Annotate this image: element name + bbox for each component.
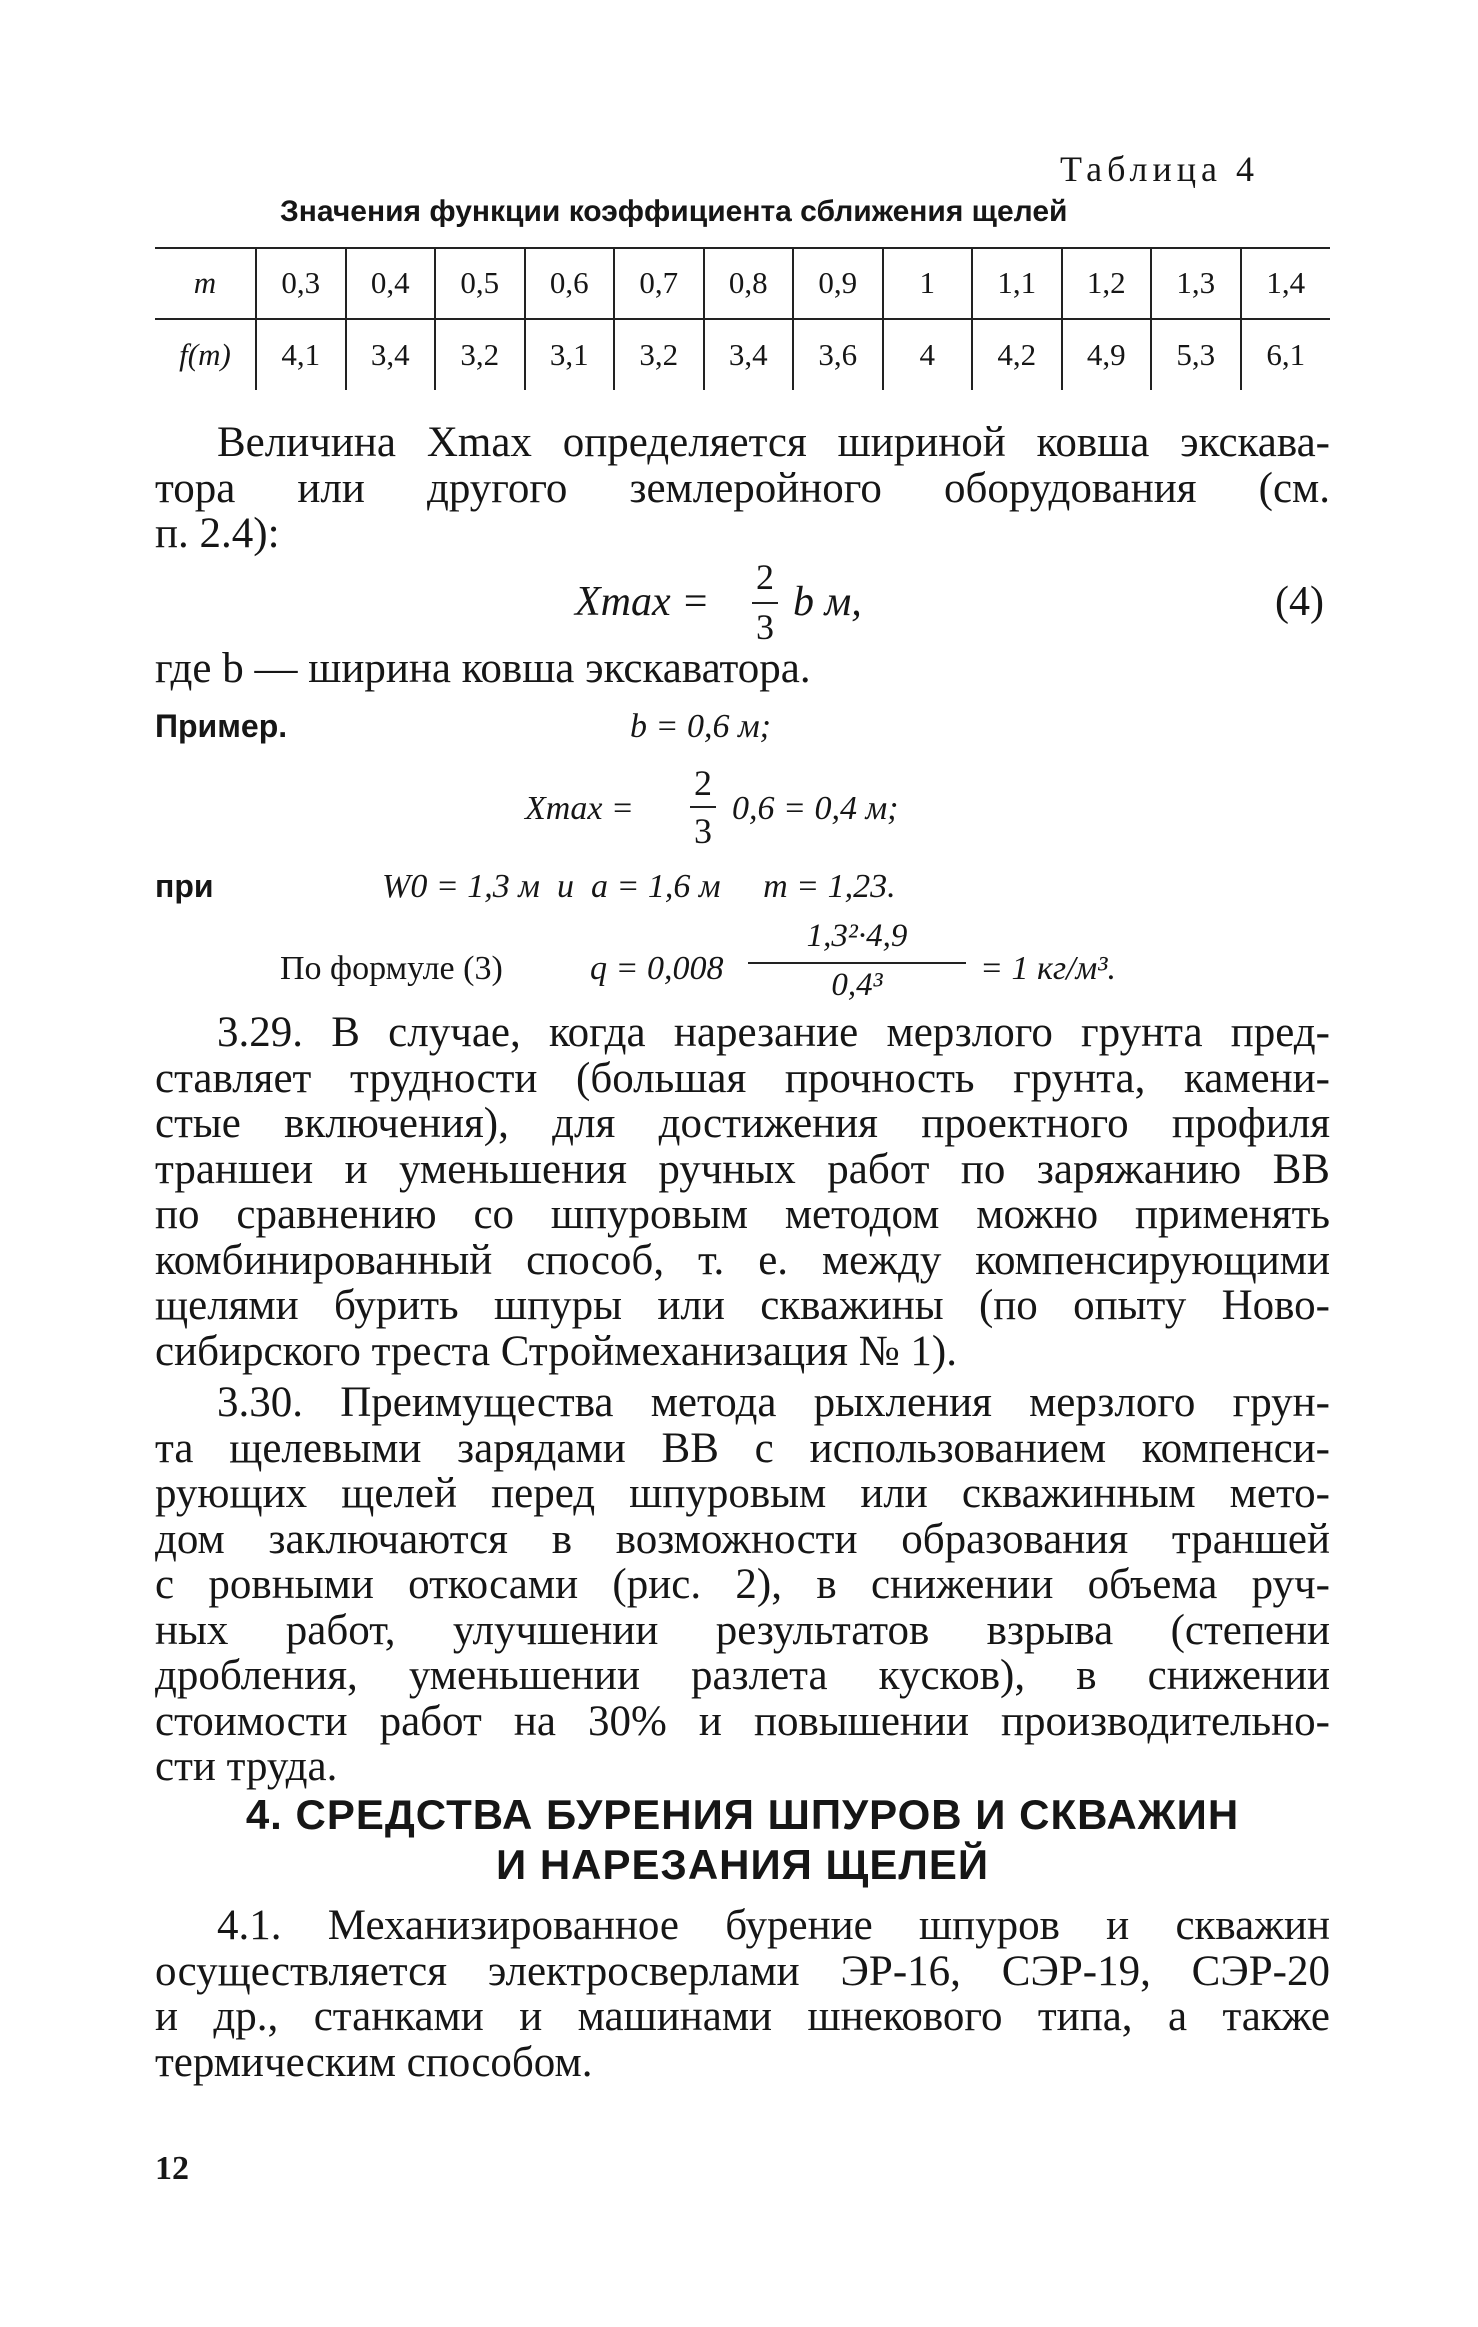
text-line: термическим способом. xyxy=(155,2038,593,2086)
table-cell: 3,2 xyxy=(435,319,525,390)
table-cell: 4,9 xyxy=(1062,319,1152,390)
formula-q-fraction-line xyxy=(748,962,966,964)
table-cell: 3,2 xyxy=(614,319,704,390)
paragraph-xmax xyxy=(155,420,1330,557)
table-title: Значения функции коэффициента сближения щелей xyxy=(280,195,1068,228)
text-line: щелями бурить шпуры или скважины (по опыту Ново- xyxy=(155,1282,1330,1329)
table-cell: 3,4 xyxy=(346,319,436,390)
example-xmax-rhs: 0,6 = 0,4 м; xyxy=(732,790,899,827)
example-xmax-numerator: 2 xyxy=(694,763,712,803)
formula-4-fraction-line xyxy=(752,602,778,604)
table-cell: 1,2 xyxy=(1062,248,1152,319)
table-cell: 1,3 xyxy=(1151,248,1241,319)
table-cell: 0,6 xyxy=(525,248,615,319)
table-cell: 1,1 xyxy=(972,248,1062,319)
table-cell: 4,2 xyxy=(972,319,1062,390)
coefficient-table xyxy=(155,248,1330,390)
formula-q-rhs: = 1 кг/м³. xyxy=(980,950,1116,987)
table-cell: 1 xyxy=(883,248,973,319)
text-line: с ровными откосами (рис. 2), в снижении объема руч- xyxy=(155,1561,1330,1608)
text-line: и др., станками и машинами шнекового типа, а также xyxy=(155,1993,1330,2040)
example-xmax-lhs: Xmax = xyxy=(525,790,634,827)
where-line: где b — ширина ковша экскаватора. xyxy=(155,645,811,692)
text-line: дом заключаются в возможности образования траншей xyxy=(155,1515,1330,1563)
formula-4-denominator: 3 xyxy=(756,607,774,647)
section-heading-line: И НАРЕЗАНИЯ ЩЕЛЕЙ xyxy=(495,1841,990,1888)
text-line: стоимости работ на 30% и повышении производительно- xyxy=(155,1697,1330,1745)
row-header-fm: f(m) xyxy=(179,337,231,372)
paragraph-3-30 xyxy=(155,1380,1330,1790)
formula-q-numerator: 1,3²·4,9 xyxy=(806,918,908,954)
text-line: стые включения), для достижения проектного профиля xyxy=(155,1100,1330,1147)
table-cell: 3,6 xyxy=(793,319,883,390)
example-xmax-fraction-line xyxy=(690,806,716,808)
table-cell: 3,4 xyxy=(704,319,794,390)
text-line: ных работ, улучшении результатов взрыва (степени xyxy=(155,1606,1330,1654)
pri-label: при xyxy=(155,868,214,904)
table-row xyxy=(155,248,1330,319)
text-line: ставляет трудности (большая прочность грунта, камени- xyxy=(155,1054,1330,1102)
text-line: 3.30. Преимущества метода рыхления мерзлого грун- xyxy=(217,1379,1330,1426)
paragraph-3-29 xyxy=(155,1010,1330,1374)
text-line: Величина Xmax определяется шириной ковша экскава- xyxy=(217,419,1330,466)
text-line: 4.1. Механизированное бурение шпуров и скважин xyxy=(217,1902,1330,1949)
table-cell: 0,9 xyxy=(793,248,883,319)
text-line: сибирского треста Строймеханизация № 1). xyxy=(155,1327,957,1375)
table-row xyxy=(155,319,1330,390)
text-line: траншеи и уменьшения ручных работ по заряжанию ВВ xyxy=(155,1145,1330,1193)
text-line: тора или другого землеройного оборудования (см. xyxy=(155,464,1330,512)
table-cell: 6,1 xyxy=(1241,319,1331,390)
table-cell: 0,3 xyxy=(256,248,346,319)
text-line: дробления, уменьшении разлета кусков), в снижении xyxy=(155,1652,1330,1699)
formula-4-rhs: b м, xyxy=(793,579,862,625)
text-line: 3.29. В случае, когда нарезание мерзлого грунта пред- xyxy=(217,1009,1330,1056)
example-xmax-denominator: 3 xyxy=(694,811,712,851)
text-line: по сравнению со шпуровым методом можно применять xyxy=(155,1191,1330,1238)
table-cell: 1,4 xyxy=(1241,248,1331,319)
text-line: рующих щелей перед шпуровым или скважинным мето- xyxy=(155,1470,1330,1517)
table-cell: 4 xyxy=(883,319,973,390)
formula-q-lhs: q = 0,008 xyxy=(590,950,724,987)
table-cell: 0,4 xyxy=(346,248,436,319)
row-header-m: m xyxy=(155,248,256,319)
page-number: 12 xyxy=(155,2150,189,2187)
text-line: комбинированный способ, т. е. между компенсирующими xyxy=(155,1236,1330,1284)
text-line: п. 2.4): xyxy=(155,510,280,557)
table-cell: 5,3 xyxy=(1151,319,1241,390)
text-line: осуществляется электросверлами ЭР-16, СЭР-19, СЭР-20 xyxy=(155,1947,1330,1995)
formula-3-label: По формуле (3) xyxy=(280,950,503,987)
section-heading xyxy=(155,1790,1330,1890)
section-heading-line: 4. СРЕДСТВА БУРЕНИЯ ШПУРОВ И СКВАЖИН xyxy=(245,1791,1240,1838)
formula-q-denominator: 0,4³ xyxy=(831,967,883,1003)
formula-4-numerator: 2 xyxy=(756,557,774,597)
table-cell: 0,8 xyxy=(704,248,794,319)
table-cell: 0,5 xyxy=(435,248,525,319)
table-cell: 0,7 xyxy=(614,248,704,319)
text-line: сти труда. xyxy=(155,1743,338,1790)
table-cell: 4,1 xyxy=(256,319,346,390)
table-cell: 3,1 xyxy=(525,319,615,390)
example-b: b = 0,6 м; xyxy=(630,708,771,745)
formula-4-lhs: Xmax = xyxy=(575,579,710,625)
example-label: Пример. xyxy=(155,708,288,744)
pri-line: W0 = 1,3 м и a = 1,6 м m = 1,23. xyxy=(382,868,896,905)
text-line: та щелевыми зарядами ВВ с использованием компенси- xyxy=(155,1424,1330,1472)
table-label: Таблица 4 xyxy=(1060,149,1259,189)
formula-number: (4) xyxy=(1275,579,1324,625)
paragraph-4-1 xyxy=(155,1903,1330,2085)
